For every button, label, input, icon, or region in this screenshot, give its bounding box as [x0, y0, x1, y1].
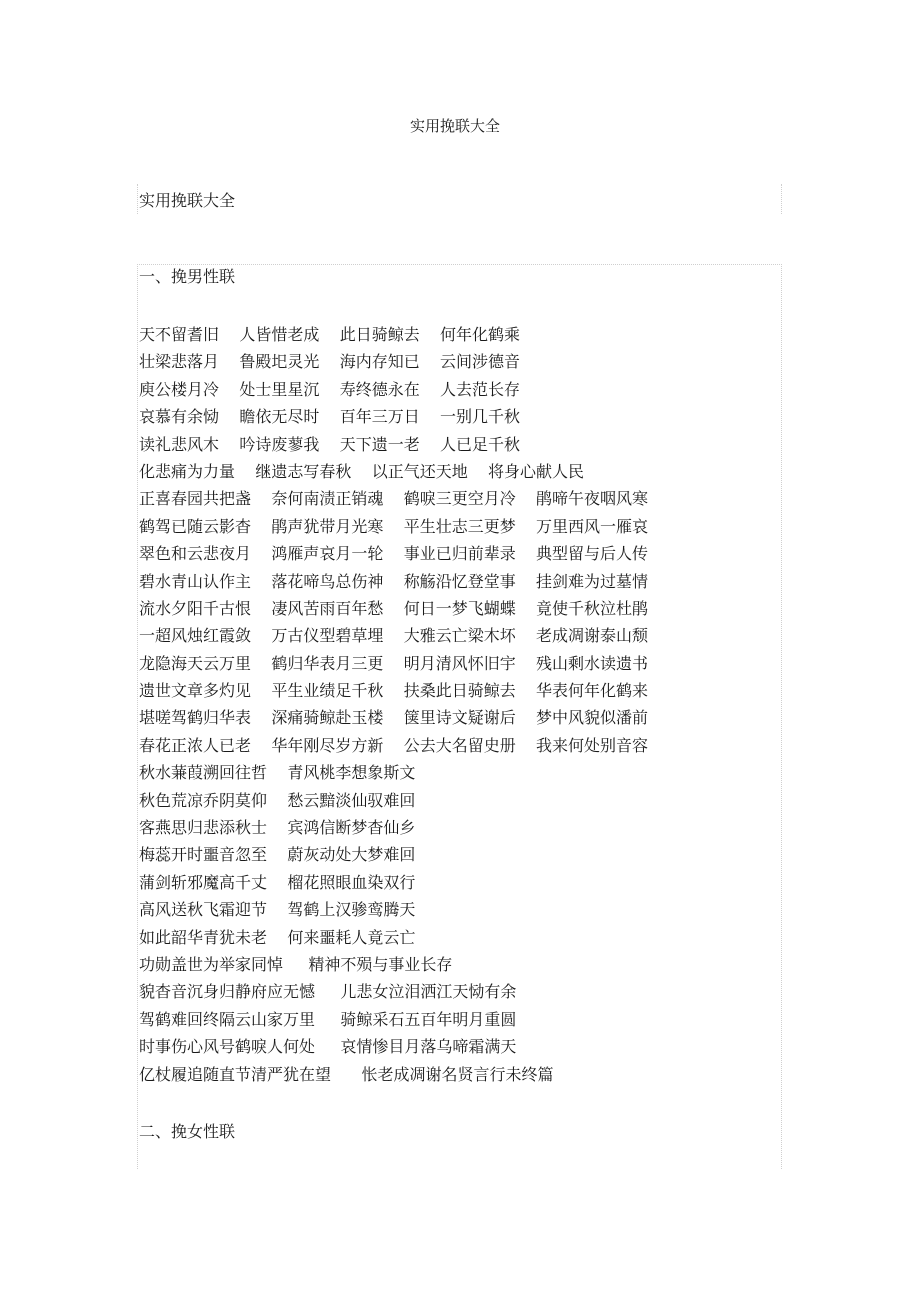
couplet-line: 客燕思归悲添秋士 宾鸿信断梦杳仙乡	[139, 818, 416, 838]
couplet-line: 天不留耆旧 人皆惜老成 此日骑鲸去 何年化鹤乘	[139, 325, 521, 344]
couplet-line: 壮梁悲落月 鲁殿圯灵光 海内存知已 云间涉德音	[139, 352, 521, 372]
couplet-line: 秋色荒凉乔阴莫仰 愁云黯淡仙驭难回	[139, 790, 416, 810]
couplet-line: 蒲剑斩邪魔高千丈 榴花照眼血染双行	[139, 872, 416, 892]
couplet-line: 碧水青山认作主 落花啼鸟总伤神 称觞沿忆登堂事 挂剑难为过墓情	[139, 571, 649, 591]
page-title: 实用挽联大全	[409, 117, 500, 135]
couplet-line: 读礼悲风木 吟诗废蓼我 天下遗一老 人已足千秋	[139, 434, 521, 454]
section-heading-male: 一、挽男性联	[139, 267, 236, 286]
couplet-line: 一超风烛红霞敛 万古仪型碧草埋 大雅云亡梁木坏 老成凋谢泰山颓	[139, 626, 649, 646]
couplet-line: 哀慕有余恸 瞻依无尽时 百年三万日 一别几千秋	[139, 407, 521, 427]
couplet-line: 高风送秋飞霜迎节 驾鹤上汉骖鸾腾天	[139, 900, 416, 920]
couplet-line: 正喜春园共把盏 奈何南渍正销魂 鹤唳三更空月冷 鹃啼午夜咽风寒	[139, 489, 649, 509]
couplet-line: 秋水蒹葭溯回往哲 青风桃李想象斯文	[139, 763, 416, 783]
couplet-line: 时事伤心风号鹤唳人何处 哀情惨目月落乌啼霜满天	[139, 1037, 517, 1057]
couplet-line: 貌杳音沉身归静府应无憾 儿悲女泣泪洒江天恸有余	[139, 982, 517, 1002]
couplet-line: 流水夕阳千古恨 凄风苦雨百年愁 何日一梦飞蝴蝶 竟使千秋泣杜鹃	[139, 598, 649, 618]
couplet-line: 驾鹤难回终隔云山家万里 骑鲸采石五百年明月重圆	[139, 1009, 517, 1029]
couplet-line: 功勋盖世为举家同悼 精神不殒与事业长存	[139, 954, 453, 974]
couplet-line: 堪嗟驾鹤归华表 深痛骑鲸赴玉楼 箧里诗文疑谢后 梦中风貌似潘前	[139, 708, 649, 728]
couplet-line: 遗世文章多灼见 平生业绩足千秋 扶桑此日骑鲸去 华表何年化鹤来	[139, 681, 649, 701]
couplet-line: 如此韶华青犹未老 何来噩耗人竟云亡	[139, 927, 416, 947]
couplet-line: 梅蕊开时噩音忽至 蔚灰动处大梦难回	[139, 845, 416, 865]
couplet-line: 亿杖履追随直节清严犹在望 怅老成凋谢名贤言行未终篇	[139, 1064, 554, 1084]
section-heading-female: 二、挽女性联	[139, 1122, 236, 1141]
couplet-line: 翠色和云悲夜月 鸿雁声哀月一轮 事业已归前辈录 典型留与后人传	[139, 544, 649, 564]
couplet-line: 龙隐海天云万里 鹤归华表月三更 明月清风怀旧宇 残山剩水读遗书	[139, 653, 649, 673]
couplet-line: 鹤驾已随云影杳 鹃声犹带月光寒 平生壮志三更梦 万里西风一雁哀	[139, 516, 649, 536]
couplet-line: 化悲痛为力量 继遗志写春秋 以正气还天地 将身心献人民	[139, 461, 585, 481]
document-heading: 实用挽联大全	[139, 191, 236, 210]
couplet-line: 庾公楼月冷 处士里星沉 寿终德永在 人去范长存	[139, 379, 521, 399]
couplet-list	[139, 321, 648, 1088]
couplet-line: 春花正浓人已老 华年刚尽岁方新 公去大名留史册 我来何处别音容	[139, 735, 649, 755]
